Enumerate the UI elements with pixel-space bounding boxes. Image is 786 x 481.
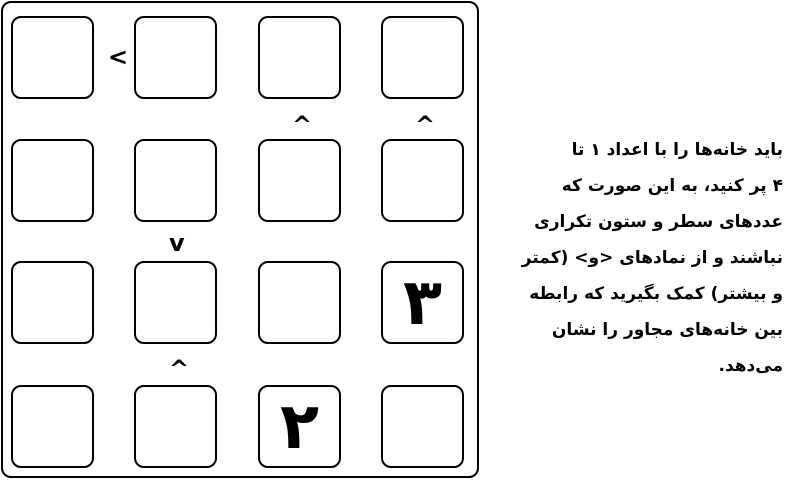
caret-up-sign: ^ — [169, 355, 190, 383]
caret-down-sign: v — [169, 229, 185, 257]
instruction-line: عددهای سطر و ستون تکراری — [534, 212, 783, 232]
instruction-line: بین خانه‌های مجاور را نشان — [551, 320, 783, 340]
cell-r1-c2[interactable] — [134, 16, 217, 99]
instruction-line: ۴ پر کنید، به این صورت که — [561, 176, 783, 196]
cell-r3-c4[interactable]: ۳ — [381, 261, 464, 344]
cell-r1-c4[interactable] — [381, 16, 464, 99]
instruction-line: می‌دهد. — [718, 356, 783, 376]
caret-up-sign: ^ — [292, 111, 313, 139]
instruction-line: و بیشتر) کمک بگیرید که رابطه — [529, 284, 783, 304]
cell-r4-c3[interactable]: ۲ — [258, 385, 341, 468]
less-than-sign: < — [108, 43, 129, 71]
cell-r2-c3[interactable] — [258, 139, 341, 222]
cell-r1-c1[interactable] — [11, 16, 94, 99]
instruction-line: نباشند و از نمادهای <و> (کمتر — [521, 248, 783, 268]
cell-r4-c2[interactable] — [134, 385, 217, 468]
puzzle-board — [1, 1, 479, 478]
cell-r3-c3[interactable] — [258, 261, 341, 344]
puzzle-instructions — [483, 132, 783, 384]
cell-r4-c1[interactable] — [11, 385, 94, 468]
caret-up-sign: ^ — [415, 111, 436, 139]
cell-r1-c3[interactable] — [258, 16, 341, 99]
cell-r2-c4[interactable] — [381, 139, 464, 222]
cell-r3-c2[interactable] — [134, 261, 217, 344]
cell-r2-c1[interactable] — [11, 139, 94, 222]
cell-r2-c2[interactable] — [134, 139, 217, 222]
instruction-line: باید خانه‌ها را با اعداد ۱ تا — [571, 140, 783, 160]
cell-r3-c1[interactable] — [11, 261, 94, 344]
cell-r4-c4[interactable] — [381, 385, 464, 468]
